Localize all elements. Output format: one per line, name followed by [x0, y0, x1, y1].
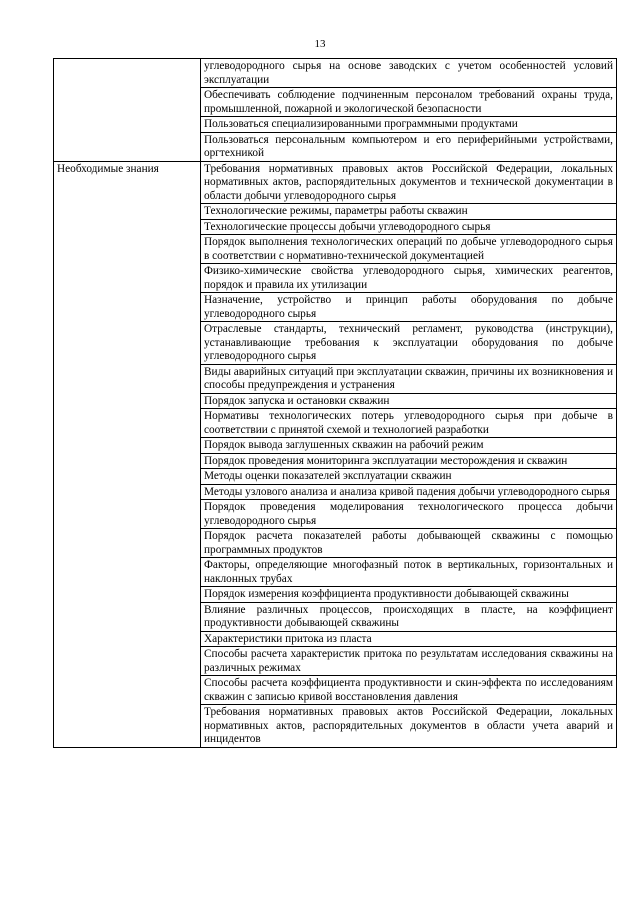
row-text-cell: Отраслевые стандарты, технический регламент, руководства (инструкции), устанавливающие требования к эксплуатации оборудования по добыче углеводородного сырья — [201, 322, 617, 365]
row-label-cell: Необходимые знания — [54, 161, 201, 747]
row-text-cell: Методы оценки показателей эксплуатации скважин — [201, 469, 617, 485]
row-text-cell: углеводородного сырья на основе заводских с учетом особенностей условий эксплуатации — [201, 59, 617, 88]
row-text-cell: Нормативы технологических потерь углеводородного сырья при добыче в соответствии с принятой схемой и технологией разработки — [201, 409, 617, 438]
row-text-cell: Порядок вывода заглушенных скважин на рабочий режим — [201, 438, 617, 454]
requirements-table-body — [54, 59, 617, 748]
row-text-cell: Назначение, устройство и принцип работы оборудования по добыче углеводородного сырья — [201, 293, 617, 322]
row-text-cell: Порядок запуска и остановки скважин — [201, 393, 617, 409]
row-text-cell: Факторы, определяющие многофазный поток в вертикальных, горизонтальных и наклонных трубах — [201, 558, 617, 587]
row-text-cell: Пользоваться персональным компьютером и его периферийными устройствами, оргтехникой — [201, 132, 617, 161]
row-text-cell: Требования нормативных правовых актов Российской Федерации, локальных нормативных актов, распорядительных документов и технической документации в области добычи углеводородного сырья — [201, 161, 617, 204]
row-text-cell: Порядок проведения мониторинга эксплуатации месторождения и скважин — [201, 453, 617, 469]
row-label-cell — [54, 59, 201, 162]
row-text-cell: Физико-химические свойства углеводородного сырья, химических реагентов, порядок и правила их утилизации — [201, 264, 617, 293]
row-text-cell: Характеристики притока из пласта — [201, 631, 617, 647]
table-row — [54, 59, 617, 88]
row-text-cell: Порядок проведения моделирования технологического процесса добычи углеводородного сырья — [201, 500, 617, 529]
row-text-cell: Способы расчета коэффициента продуктивности и скин-эффекта по исследованиям скважин с записью кривой восстановления давления — [201, 676, 617, 705]
row-text-cell: Способы расчета характеристик притока по результатам исследования скважины на различных режимах — [201, 647, 617, 676]
row-text-cell: Технологические режимы, параметры работы скважин — [201, 204, 617, 220]
row-text-cell: Пользоваться специализированными программными продуктами — [201, 117, 617, 133]
row-text-cell: Порядок выполнения технологических операций по добыче углеводородного сырья в соответствии с нормативно-технической документацией — [201, 235, 617, 264]
row-text-cell: Методы узлового анализа и анализа кривой падения добычи углеводородного сырья — [201, 484, 617, 500]
row-text-cell: Технологические процессы добычи углеводородного сырья — [201, 219, 617, 235]
row-text-cell: Требования нормативных правовых актов Российской Федерации, локальных нормативных актов, распорядительных документов в области учета аварий и инцидентов — [201, 705, 617, 748]
row-text-cell: Порядок измерения коэффициента продуктивности добывающей скважины — [201, 587, 617, 603]
row-text-cell: Влияние различных процессов, происходящих в пласте, на коэффициент продуктивности добывающей скважины — [201, 602, 617, 631]
page-number: 13 — [314, 38, 326, 50]
row-text-cell: Виды аварийных ситуаций при эксплуатации скважин, причины их возникновения и способы предупреждения и устранения — [201, 364, 617, 393]
row-text-cell: Обеспечивать соблюдение подчиненным персоналом требований охраны труда, промышленной, пожарной и экологической безопасности — [201, 88, 617, 117]
table-row — [54, 161, 617, 204]
requirements-table — [53, 58, 617, 748]
row-text-cell: Порядок расчета показателей работы добывающей скважины с помощью программных продуктов — [201, 529, 617, 558]
